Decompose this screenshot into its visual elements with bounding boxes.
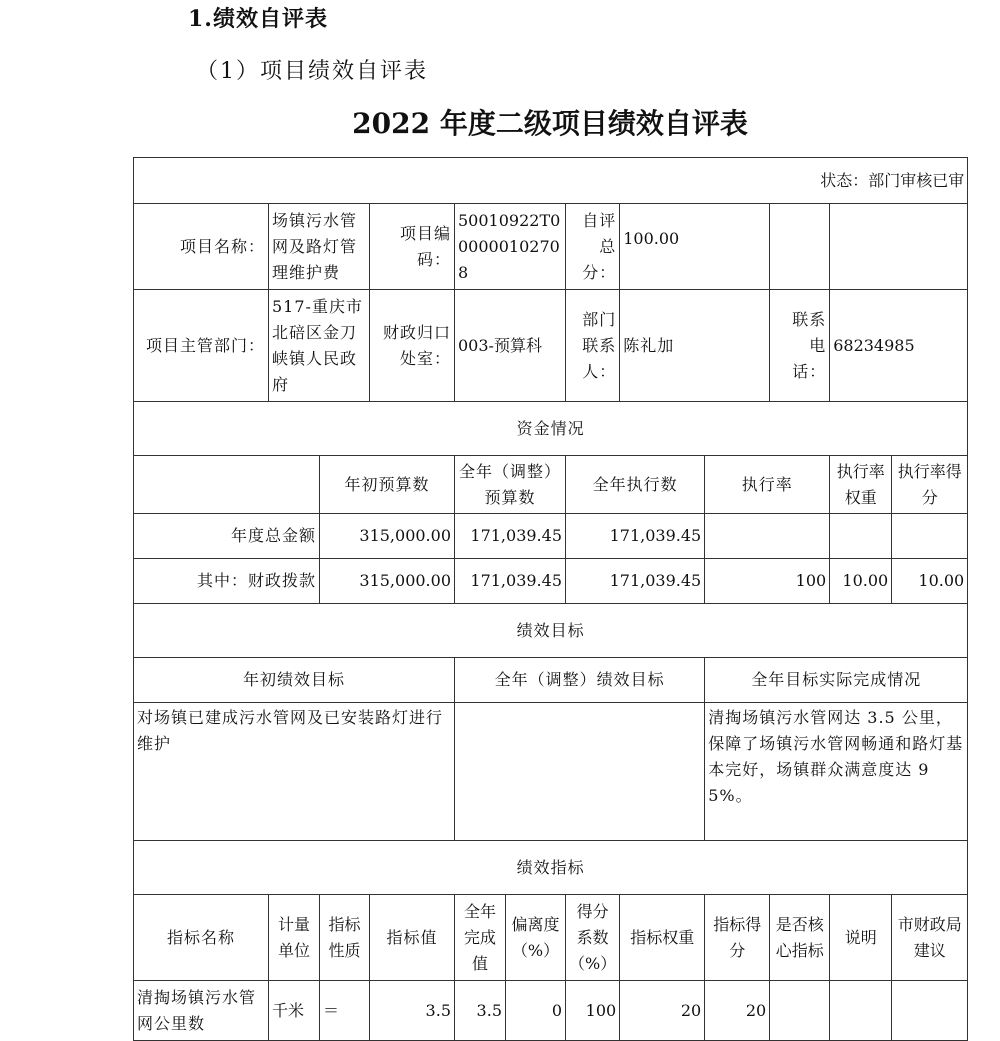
ind-row-weight: 20 xyxy=(620,981,705,1041)
ind-header-target: 指标值 xyxy=(370,895,455,981)
ind-header-score: 指标得分 xyxy=(705,895,770,981)
ind-header-coef: 得分系数（%） xyxy=(566,895,620,981)
ind-row-unit: 千米 xyxy=(269,981,320,1041)
goals-header-initial: 年初绩效目标 xyxy=(134,658,455,703)
ind-header-nature: 指标性质 xyxy=(320,895,370,981)
ind-row-note xyxy=(830,981,892,1041)
page-title: 2022 年度二级项目绩效自评表 xyxy=(352,107,748,140)
funds-row-score: 10.00 xyxy=(892,559,968,604)
evaluation-table xyxy=(133,157,968,1041)
funds-header-rate: 执行率 xyxy=(705,456,830,514)
ind-row-core xyxy=(770,981,830,1041)
goal-actual-text: 清掏场镇污水管网达 3.5 公里，保障了场镇污水管网畅通和路灯基本完好，场镇群众满意度达 95%。 xyxy=(705,703,968,841)
ind-row-nature: ＝ xyxy=(320,981,370,1041)
ind-row-score: 20 xyxy=(705,981,770,1041)
ind-row-name: 清掏场镇污水管网公里数 xyxy=(134,981,269,1041)
goal-initial-text: 对场镇已建成污水管网及已安装路灯进行维护 xyxy=(134,703,455,841)
project-code-label: 项目编码： xyxy=(370,204,455,290)
department-value: 517-重庆市北碚区金刀峡镇人民政府 xyxy=(269,290,370,402)
phone-label: 联系电话： xyxy=(770,290,830,402)
subsection-heading: （1）项目绩效自评表 xyxy=(196,59,428,84)
score-total-label: 自评总分： xyxy=(566,204,620,290)
ind-row-actual: 3.5 xyxy=(455,981,506,1041)
funds-row-adjusted: 171,039.45 xyxy=(455,514,566,559)
ind-row-coef: 100 xyxy=(566,981,620,1041)
funds-row-adjusted: 171,039.45 xyxy=(455,559,566,604)
indicators-section-title: 绩效指标 xyxy=(134,841,968,895)
ind-row-advice xyxy=(892,981,968,1041)
funds-row-initial: 315,000.00 xyxy=(320,514,455,559)
funds-header-weight: 执行率权重 xyxy=(830,456,892,514)
project-name-value: 场镇污水管网及路灯管理维护费 xyxy=(269,204,370,290)
funds-header-score: 执行率得分 xyxy=(892,456,968,514)
ind-header-note: 说明 xyxy=(830,895,892,981)
goals-section-title: 绩效目标 xyxy=(134,604,968,658)
funds-row-executed: 171,039.45 xyxy=(566,559,705,604)
score-total-value: 100.00 xyxy=(620,204,770,290)
empty-cell xyxy=(770,204,830,290)
goals-header-adjusted: 全年（调整）绩效目标 xyxy=(455,658,705,703)
ind-header-advice: 市财政局建议 xyxy=(892,895,968,981)
finance-office-label: 财政归口处室： xyxy=(370,290,455,402)
funds-row-score xyxy=(892,514,968,559)
ind-header-unit: 计量单位 xyxy=(269,895,320,981)
funds-section-title: 资金情况 xyxy=(134,402,968,456)
funds-row-initial: 315,000.00 xyxy=(320,559,455,604)
ind-header-actual: 全年完成值 xyxy=(455,895,506,981)
empty-cell xyxy=(134,456,320,514)
funds-row-weight xyxy=(830,514,892,559)
status-text: 状态：部门审核已审 xyxy=(820,170,965,190)
funds-header-adjusted: 全年（调整）预算数 xyxy=(455,456,566,514)
finance-office-value: 003-预算科 xyxy=(455,290,566,402)
department-label: 项目主管部门： xyxy=(134,290,269,402)
ind-header-weight: 指标权重 xyxy=(620,895,705,981)
status-cell xyxy=(134,158,968,204)
contact-value: 陈礼加 xyxy=(620,290,770,402)
ind-header-deviation: 偏离度（%） xyxy=(506,895,566,981)
ind-header-name: 指标名称 xyxy=(134,895,269,981)
funds-row-rate xyxy=(705,514,830,559)
ind-header-core: 是否核心指标 xyxy=(770,895,830,981)
ind-row-deviation: 0 xyxy=(506,981,566,1041)
funds-row-rate: 100 xyxy=(705,559,830,604)
funds-row-label: 其中：财政拨款 xyxy=(134,559,320,604)
phone-value: 68234985 xyxy=(830,290,968,402)
goals-header-actual: 全年目标实际完成情况 xyxy=(705,658,968,703)
ind-row-target: 3.5 xyxy=(370,981,455,1041)
contact-label: 部门联系人： xyxy=(566,290,620,402)
project-code-value: 50010922T000000102708 xyxy=(455,204,566,290)
funds-header-initial: 年初预算数 xyxy=(320,456,455,514)
empty-cell xyxy=(830,204,968,290)
funds-row-weight: 10.00 xyxy=(830,559,892,604)
goal-adjusted-text xyxy=(455,703,705,841)
project-name-label: 项目名称： xyxy=(134,204,269,290)
section-heading: 1.绩效自评表 xyxy=(188,6,328,32)
funds-row-executed: 171,039.45 xyxy=(566,514,705,559)
funds-row-label: 年度总金额 xyxy=(134,514,320,559)
funds-header-executed: 全年执行数 xyxy=(566,456,705,514)
